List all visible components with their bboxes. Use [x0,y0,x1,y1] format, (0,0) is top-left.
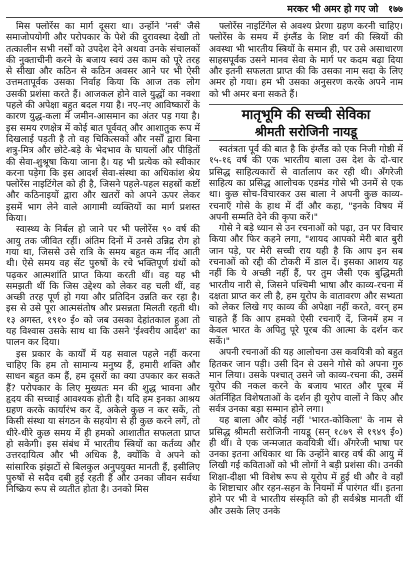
running-header [6,3,403,18]
running-title: मरकर भी अमर हो गए जो [287,4,379,15]
paragraph: स्वतंत्रता पूर्व की बात है कि इंग्लैंड को एक निजी गोष्ठी में १५-१६ वर्ष की एक भारतीय बाला उस देश के दो-चार प्रसिद्ध साहित्यकारों से वार्तालाप कर रही थी। अँगरेजी साहित्य का प्रसिद्ध आलोचक एडमंड गोसे भी उनमें से एक था। कुछ सोच-विचारकर उस बाला ने अपनी कुछ काव्य-रचनाएँ गोसे के हाथ में दीं और कहा, "इनके विषय में अपनी सम्मति देने की कृपा करें।" [209,144,403,223]
paragraph: गोसे ने बड़े ध्यान से उन रचनाओं को पढ़ा, उन पर विचार किया और फिर कहने लगा, "शायद आपको मेरी बात बुरी जान पड़े, पर मेरी सच्ची राय यही है कि आप इन सब रचनाओं को रद्दी की टोकरी में डाल दें। इसका आशय यह नहीं कि ये अच्छी नहीं हैं, पर तुम जैसी एक बुद्धिमती भारतीय नारी से, जिसने पश्चिमी भाषा और काव्य-रचना में दक्षता प्राप्त कर ली है, हम यूरोप के वातावरण और सभ्यता को लेकर लिखे गए काव्य की अपेक्षा नहीं करते, वरन् हम चाहते हैं कि आप हमको ऐसी रचनाएँ दें, जिनमें हम न केवल भारत के अपितु पूरे पूरब की आत्मा के दर्शन कर सकें।" [209,223,403,348]
right-column [209,21,403,566]
section-title: मातृभूमि की सच्ची सेविका [209,104,403,124]
section-subtitle: श्रीमती सरोजिनी नायडू [209,124,403,141]
paragraph: मिस फ्लोरेंस का मार्ग दूसरा था। उन्होंने 'नर्स' जैसे समाजोपयोगी और परोपकार के पेशे की दुरावस्था देखी तो तत्कालीन सभी नर्सों को उपदेश देने अथवा उनके संचालकों की नुक्ताचीनी करने के बजाय स्वयं उस काम को पूरे तरह से सीखा और कठिन से कठिन अवसर आने पर भी ऐसी उत्तमतापूर्वक उसका निर्वाह किया कि आज तक लोग उसकी प्रशंसा करते हैं। आजकल होने वाले युद्धों का नक्शा पहले की अपेक्षा बहुत बदल गया है। नए-नए आविष्कारों के कारण युद्ध-कला में जमीन-आसमान का अंतर पड़ गया है। इस समय रणक्षेत्र में कोई बात पूर्ववत् और आशातुक रूप में दिखलाई पड़ती है तो वह चिकित्सकों और नर्सों द्वारा बिना शत्रु-मित्र और छोटे-बड़े के भेदभाव के घायलों और पीड़ितों की सेवा-शुश्रूषा किया जाना है। यह भी प्रत्येक को स्वीकार करना पड़ेगा कि इस आदर्श सेवा-संस्था का अधिकांश श्रेय फ्लोरेंस नाइटिंगेल को ही है, जिसने पहले-पहल सहस्रों कष्टों और कठिनाइयों द्वारा और खतरों को अपने ऊपर लेकर इसमें भाग लेने वाले आगामी व्यक्तियों का मार्ग प्रशस्त किया। [6,21,200,225]
paragraph: स्वास्थ्य के निर्बल हो जाने पर भी फ्लोरेंस ९० वर्ष की आयु तक जीवित रहीं। अंतिम दिनों में उनसे उन्निद्र रोग हो गया था, जिससे उसे रात्रि के समय बहुत कम नींद आती थी। ऐसे समय वह सेंट पुरुषों के रचे भक्तिपूर्ण ग्रंथों को पढ़कर आत्मशांति प्राप्त किया करती थीं। वह यह भी समझती थीं कि जिस उद्देश्य को लेकर वह चली थीं, वह अच्छी तरह पूर्ण हो गया और प्रतिदिन उन्नति कर रहा है। इस से उसे पूरा आत्मसंतोष और प्रसन्नता मिलती रहती थी। १३ अगस्त, १९१० ई० को जब उसका देहांतकाल हुआ तो यह विश्वास उसके साथ था कि उसने 'ईश्वरीय आदेश' का पालन कर दिया। [6,224,200,349]
page-number: १७७ [388,4,403,15]
paragraph: यह बाला और कोई नहीं 'भारत-कोकिला' के नाम से प्रसिद्ध श्रीमती सरोजिनी नायडू (सन् १८७९ से १९४९ ई०) ही थीं। वे एक जन्मजात कवयित्री थीं। अँगरेजी भाषा पर उनका इतना अधिकार था कि उन्होंने बारह वर्ष की आयु में लिखी गई कविताओं को भी लोगों ने बड़ी प्रशंसा की। उनकी शिक्षा-दीक्षा भी विशेष रूप से यूरोप में हुई थी और वे वहाँ के शिष्टाचार और रहन-सहन के नियमों में पारंगत थीं। इतना होने पर भी वे भारतीय संस्कृति को ही सर्वश्रेष्ठ मानती थीं और उसके लिए उनके [209,415,403,517]
left-column [6,21,200,566]
paragraph: अपनी रचनाओं की यह आलोचना उस कवयित्री को बहुत हितकर जान पड़ी। उसी दिन से उसने गोसे को अपना गुरु मान लिया। उसके पश्चात् उसने जो काव्य-रचना की, उसमें यूरोप की नकल करने के बजाय भारत और पूरब में अंतर्निहित विशेषताओं के दर्शन ही यूरोप वालों ने किए और सर्वत्र उनका बड़ा सम्मान होने लगा। [209,347,403,415]
paragraph: इस प्रकार के कार्यों में यह सवाल पहले नहीं करना चाहिए कि हम तो सामान्य मनुष्य हैं, हमारी शक्ति और साधन बहुत कम हैं, हम दूसरों का क्या उपकार कर सकते हैं? परोपकार के लिए मुख्यतः मन की शुद्ध भावना और हृदय की सच्चाई आवश्यक होती है। यदि हम इनका आश्रय ग्रहण करके कार्यारंभ कर दें, अकेले कुछ न कर सकें, तो किसी संस्था या संगठन के सहयोग से ही कुछ करने लगें, तो धीरे-धीरे कुछ समय में ही हमको आशातीत सफलता प्राप्त हो सकेगी। इस संबंध में भारतीय स्त्रियों का कर्तव्य और उत्तरदायित्व और भी अधिक है, क्योंकि वे अपने को सांसारिक झंझटों से बिलकुल अनुपयुक्त मानती हैं, इसीलिए पुरुषों से सदैव दबी हुई रहती हैं और उनका जीवन सर्वथा निष्क्रिय रूप से व्यतीत होता है। उनको मिस [6,348,200,496]
paragraph: फ्लोरेंस नाइटिंगेल से अवश्य प्रेरणा ग्रहण करनी चाहिए। फ्लोरेंस के समय में इंग्लैंड के शिष्ट वर्ग की स्त्रियों की अवस्था भी भारतीय स्त्रियों के समान ही, पर उसे असाधारण साहसपूर्वक उसने मानव सेवा के मार्ग पर कदम बढ़ा दिया और इतनी सफलता प्राप्त की कि उसका नाम सदा के लिए अमर हो गया। हम भी उसका अनुसरण करके अपने नाम को भी अमर बना सकते हैं। [209,21,403,100]
two-column-body [6,21,403,566]
